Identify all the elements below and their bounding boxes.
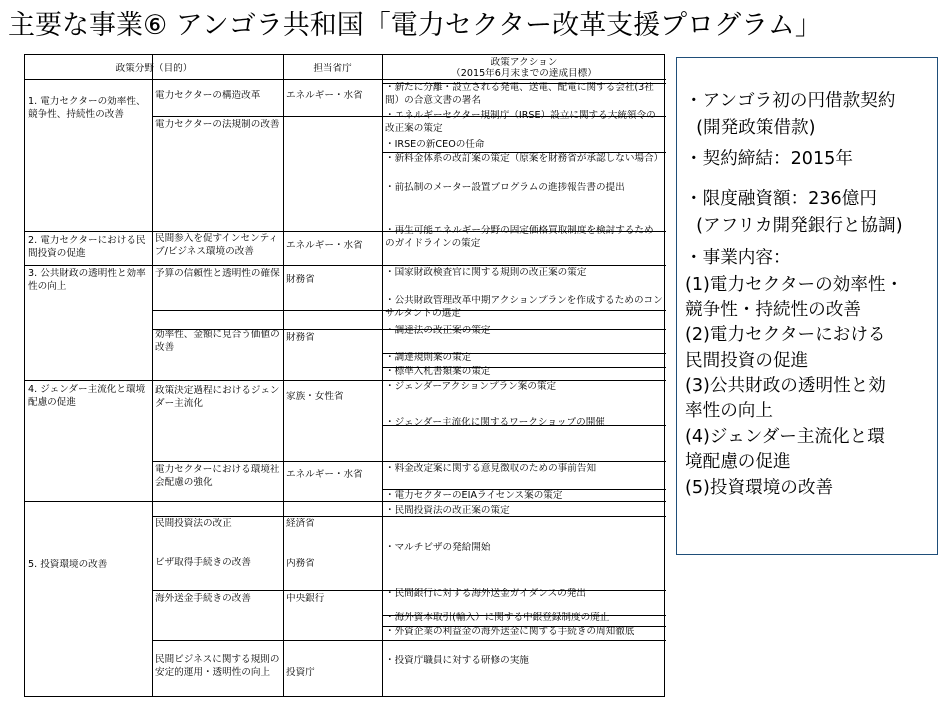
action-item-10: ・調達規則案の策定 (385, 352, 472, 363)
header-action-subtitle: （2015年6月末までの達成目標） (451, 68, 597, 79)
summary-line: ・限度融資額：236億円 (685, 189, 877, 209)
sub-area-2: 電力セクターの法規制の改善 (155, 119, 280, 130)
summary-line: (アフリカ開発銀行と協調) (685, 216, 903, 236)
ministry-1: エネルギー・水省 (286, 90, 363, 101)
action-item-13: ・ジェンダー主流化に関するワークショップの開催 (385, 417, 605, 428)
action-item-14: ・料金改定案に関する意見徴収のための事前告知 (385, 463, 597, 474)
sub-area-5: 効率性、金額に見合う価値の改善 (155, 329, 280, 353)
action-item-1: ・新たに分離・設立される発電、送電、配電に関する会社(3社間）の合意文書の署名 (385, 82, 654, 106)
ministry-9: 中央銀行 (286, 593, 325, 604)
sub-area-10: 海外送金手続きの改善 (155, 593, 251, 604)
action-item-12: ・ジェンダーアクションプラン案の策定 (385, 381, 557, 392)
action-item-16: ・民間投資法の改正案の策定 (385, 505, 510, 516)
policy-area-2: 2. 電力セクターにおける民間投資の促進 (28, 235, 146, 259)
ministry-4: 財務省 (286, 332, 315, 343)
sub-area-9: ビザ取得手続きの改善 (155, 557, 251, 568)
policy-area-1: 1. 電力セクターの効率性、競争性、持続性の改善 (28, 96, 146, 120)
column-divider (152, 55, 153, 696)
ministry-8: 内務省 (286, 558, 315, 569)
action-item-15: ・電力セクターのEIAライセンス案の策定 (385, 490, 563, 501)
ministry-6: エネルギー・水省 (286, 469, 363, 480)
action-item-4: ・新料金体系の改訂案の策定（原案を財務省が承認しない場合） (385, 153, 663, 164)
ministry-5: 家族・女性省 (286, 391, 344, 402)
action-item-6: ・再生可能エネルギー分野の固定価格買取制度を検討するためのガイドラインの策定 (385, 225, 654, 249)
action-item-20: ・外資企業の利益金の海外送金に関する手続きの周知徹底 (385, 626, 635, 637)
sub-area-6: 政策決定過程におけるジェンダー主流化 (155, 385, 280, 409)
summary-line: ・事業内容： (685, 248, 791, 268)
action-item-19: ・海外資本取引(輸入）に関する中銀登録制度の廃止 (385, 612, 610, 623)
summary-line: (2)電力セクターにおける (685, 325, 886, 345)
column-divider (283, 55, 284, 696)
row-divider (25, 265, 666, 266)
sub-area-7: 電力セクターにおける環境社会配慮の強化 (155, 464, 280, 488)
header-policy-area: 政策分野（目的） (115, 63, 193, 74)
action-item-21: ・投資庁職員に対する研修の実施 (385, 655, 529, 666)
action-item-17: ・マルチビザの発給開始 (385, 542, 491, 553)
summary-line: 境配慮の促進 (685, 452, 791, 472)
ministry-2: エネルギー・水省 (286, 240, 363, 251)
policy-matrix-table (24, 54, 665, 697)
action-item-3: ・IRSEの新CEOの任命 (385, 139, 485, 150)
summary-line: 民間投資の促進 (685, 351, 809, 371)
sub-area-4: 予算の信頼性と透明性の確保 (155, 268, 280, 279)
sub-area-11: 民間ビジネスに関する規則の安定的運用・透明性の向上 (155, 654, 280, 678)
summary-line: (3)公共財政の透明性と効 (685, 376, 886, 396)
summary-line: 率性の向上 (685, 401, 773, 421)
summary-line: (開発政策借款) (685, 118, 816, 138)
summary-line: (4)ジェンダー主流化と環 (685, 427, 885, 447)
action-item-18: ・民間銀行に対する海外送金ガイダンスの発出 (385, 588, 586, 599)
action-item-7: ・国家財政検査官に関する規則の改正案の策定 (385, 267, 587, 278)
policy-area-4: 4. ジェンダー主流化と環境配慮の促進 (28, 384, 146, 408)
sub-area-1: 電力セクターの構造改革 (155, 90, 261, 101)
ministry-3: 財務省 (286, 274, 315, 285)
sub-area-3: 民間参入を促すインセンティブ/ビジネス環境の改善 (155, 233, 279, 257)
action-item-5: ・前払制のメーター設置プログラムの進捗報告書の提出 (385, 182, 625, 193)
summary-panel (676, 57, 938, 555)
policy-area-5: 5. 投資環境の改善 (28, 559, 108, 570)
page-title: 主要な事業⑥ アンゴラ共和国「電力セクター改革支援プログラム」 (8, 10, 822, 41)
action-item-9: ・調達法の改正案の策定 (385, 325, 491, 336)
ministry-7: 経済省 (286, 518, 315, 529)
action-item-8: ・公共財政管理改革中期アクションプランを作成するためのコンサルタントの選定 (385, 295, 663, 319)
header-action-title: 政策アクション (490, 57, 558, 68)
summary-line: (5)投資環境の改善 (685, 478, 834, 498)
ministry-10: 投資庁 (286, 667, 315, 678)
action-item-2: ・エネルギーセクター規制庁（IRSE）設立に関する大統領令の改正案の策定 (385, 110, 656, 134)
summary-line: (1)電力セクターの効率性・ (685, 275, 904, 295)
policy-area-3: 3. 公共財政の透明性と効率性の向上 (28, 268, 146, 292)
summary-line: ・アンゴラ初の円借款契約 (685, 91, 896, 111)
summary-line: ・契約締結：2015年 (685, 149, 853, 169)
header-ministry: 担当省庁 (313, 63, 352, 74)
row-divider (152, 461, 666, 462)
sub-area-8: 民間投資法の改正 (155, 518, 232, 529)
action-item-11: ・標準入札書類案の策定 (385, 366, 491, 377)
summary-line: 競争性・持続性の改善 (685, 300, 861, 320)
